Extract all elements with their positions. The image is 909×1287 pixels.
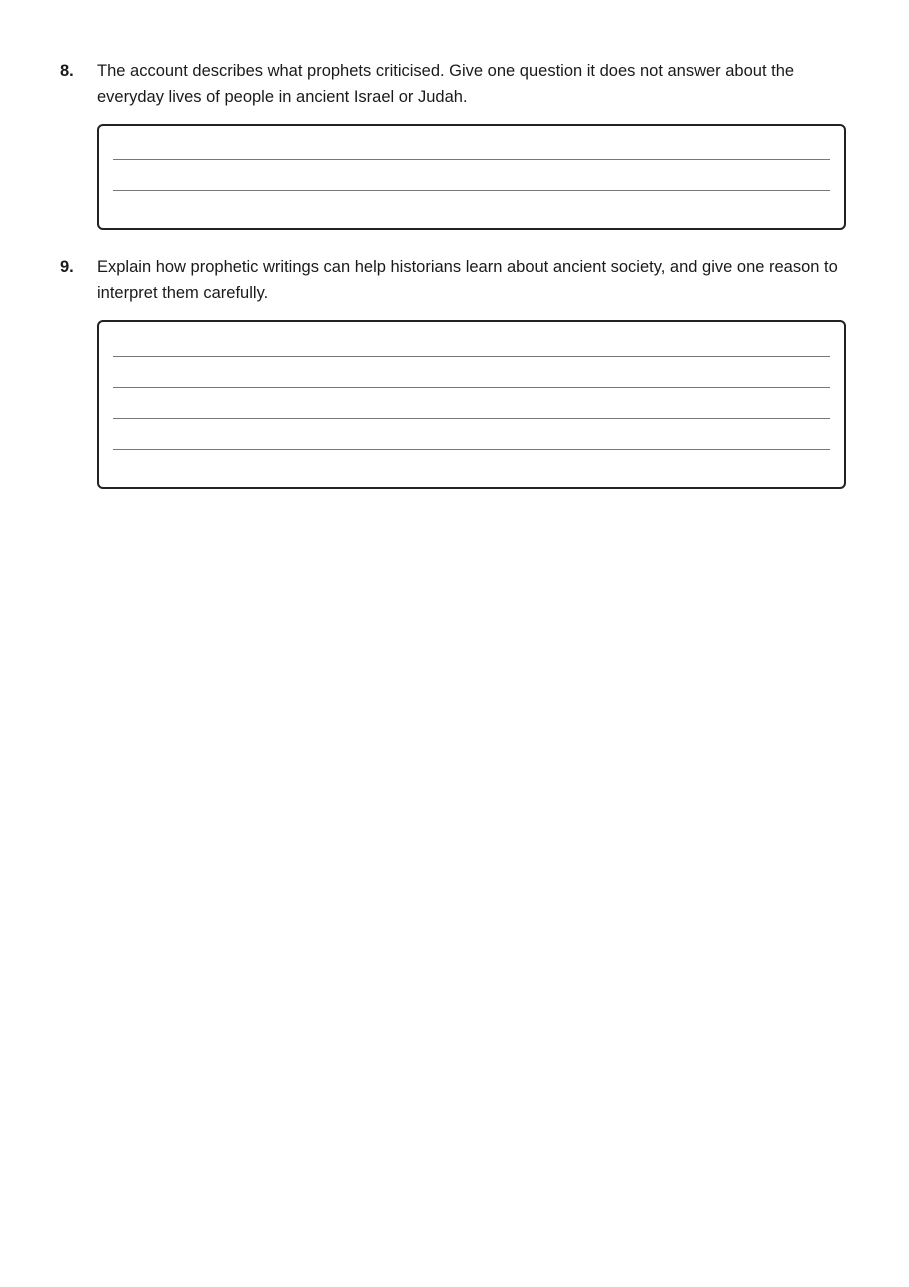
question-8-prompt <box>60 58 850 110</box>
answer-box-9[interactable] <box>97 320 846 489</box>
answer-line <box>113 356 830 357</box>
question-number: 9. <box>60 258 74 276</box>
answer-line <box>113 449 830 450</box>
question-text: Explain how prophetic writings can help historians learn about ancient society, and give one reason to interpret them carefully. <box>97 258 838 302</box>
answer-box-8[interactable] <box>97 124 846 230</box>
answer-line <box>113 190 830 191</box>
question-text: The account describes what prophets criticised. Give one question it does not answer about the everyday lives of people in ancient Israel or Judah. <box>97 62 795 106</box>
answer-line <box>113 418 830 419</box>
question-9 <box>60 254 850 489</box>
answer-line <box>113 159 830 160</box>
question-number: 8. <box>60 62 74 80</box>
question-9-prompt <box>60 254 850 306</box>
answer-line <box>113 387 830 388</box>
question-8 <box>60 58 850 230</box>
